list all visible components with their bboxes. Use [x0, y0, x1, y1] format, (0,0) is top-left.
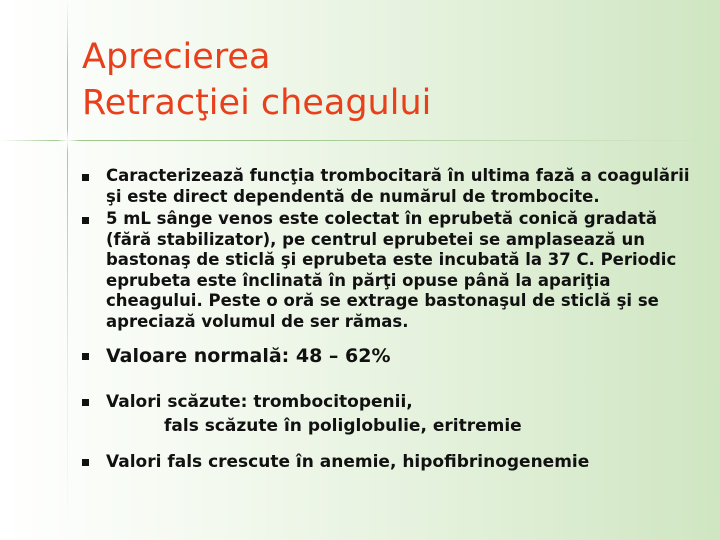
bullet-item-procedure [80, 209, 700, 332]
square-bullet-icon [82, 353, 89, 360]
bullet-text: Valoare normală: 48 – 62% [106, 345, 391, 367]
bullet-item-normal-value [80, 344, 700, 368]
bullet-text: Caracterizează funcţia trombocitară în ultima fază a coagulării şi este direct dependentă de numărul de trombocite. [106, 166, 690, 206]
title-line-2: Retracţiei cheagului [82, 83, 432, 123]
square-bullet-icon [82, 174, 89, 181]
decorative-horizontal-line [0, 140, 720, 141]
bullet-text: Valori fals crescute în anemie, hipofibrinogenemie [106, 452, 590, 472]
square-bullet-icon [82, 217, 89, 224]
bullet-text: 5 mL sânge venos este colectat în eprubetă conică gradată (fără stabilizator), pe centrul eprubetei se amplasează un bastonaş de sticlă şi eprubeta este incubată la 37 C. Periodic eprubeta este înclinată în părţi opuse până la apariţia cheagului. Peste o oră se extrage bastonaşul de sticlă şi se apreciază volumul de ser rămas. [106, 209, 677, 331]
bullet-text: Valori scăzute: trombocitopenii, [106, 392, 413, 412]
bullet-subline: fals scăzute în poliglobulie, eritremie [164, 416, 522, 436]
slide-title [82, 34, 431, 126]
square-bullet-icon [82, 399, 89, 406]
title-line-1: Aprecierea [82, 37, 271, 77]
bullet-item-false-high-values [80, 450, 700, 474]
bullet-list [80, 166, 700, 474]
bullet-item-platelet-function [80, 166, 700, 207]
decorative-vertical-line [67, 0, 68, 540]
decorative-crosshair-glow [56, 129, 79, 152]
bullet-item-low-values [80, 390, 700, 438]
square-bullet-icon [82, 459, 89, 466]
